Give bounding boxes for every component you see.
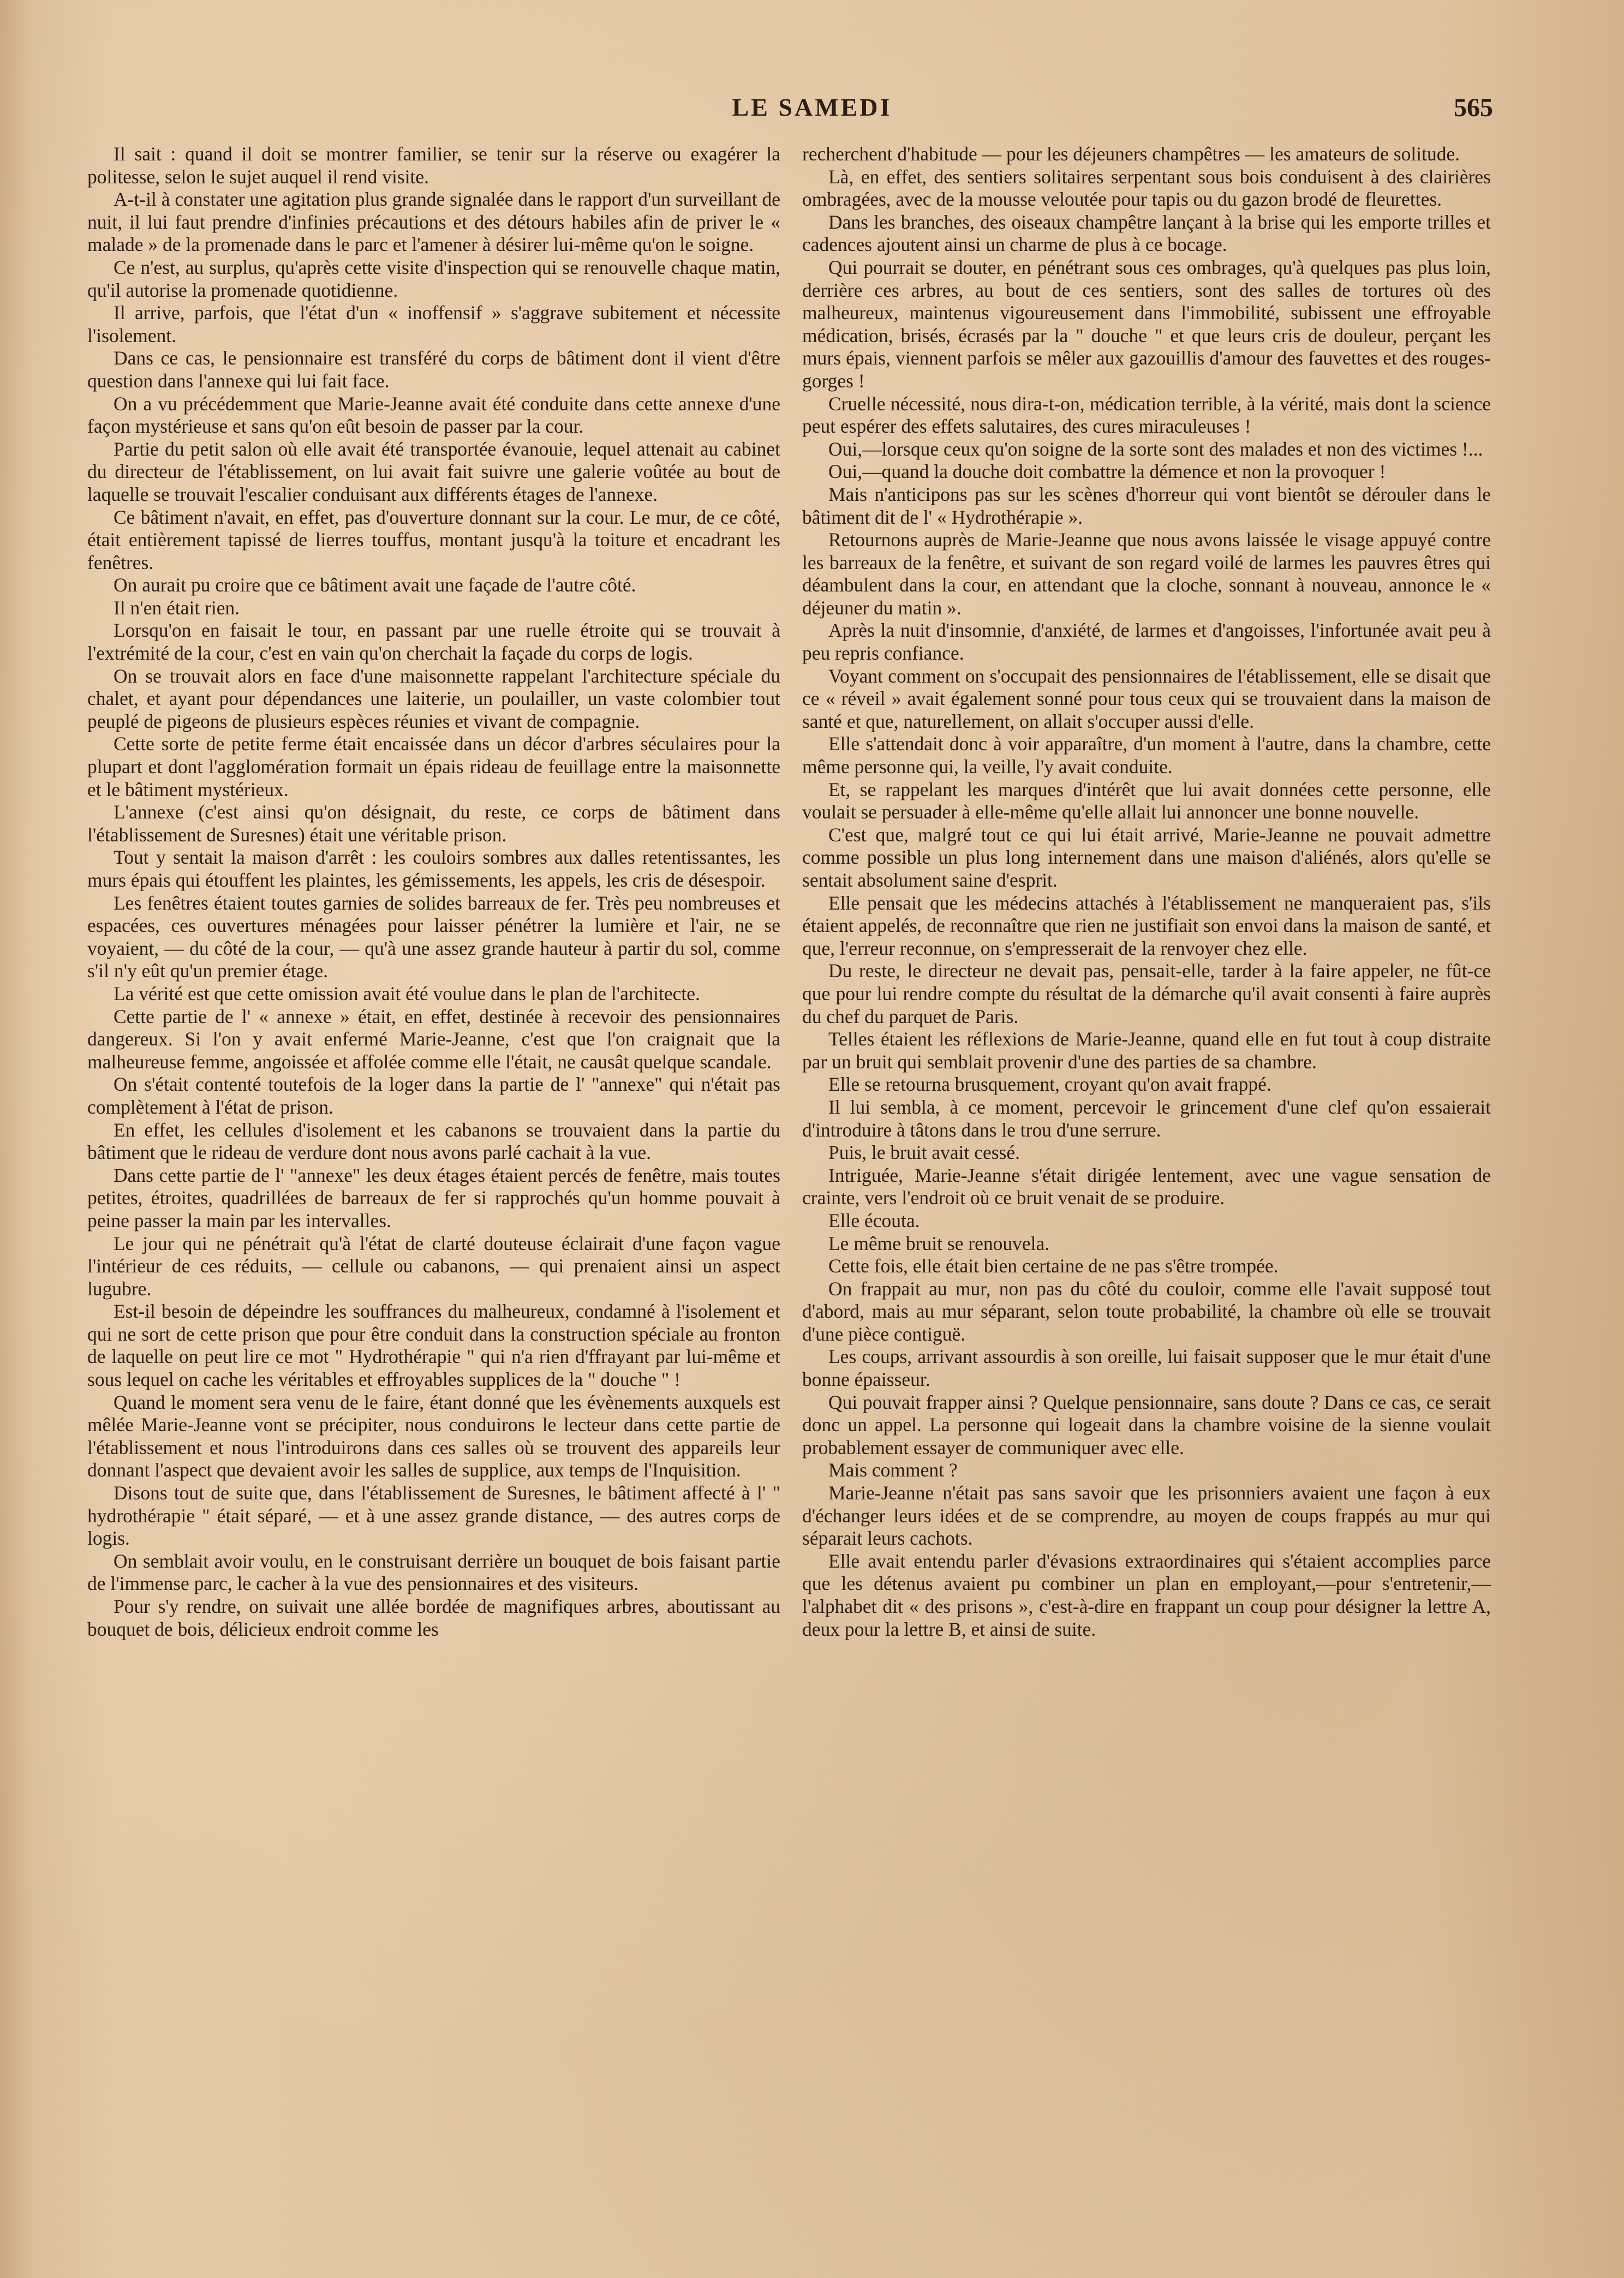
paragraph: Qui pourrait se douter, en pénétrant sous ces ombrages, qu'à quelques pas plus loin, derrière ces arbres, au bout de ces sentiers, sont des salles de tortures où des malheureux, maintenus vigoureusement dans l'immobilité, subissent une effroyable médication, brisés, écrasés par la " douche " et que leurs cris de douleur, perçant les murs épais, viennent parfois se mêler aux gazouillis d'amour des fauvettes et des rouges-gorges ! <box>802 256 1491 392</box>
paragraph: Il arrive, parfois, que l'état d'un « inoffensif » s'aggrave subitement et nécessite l'isolement. <box>87 302 780 346</box>
paragraph: L'annexe (c'est ainsi qu'on désignait, du reste, ce corps de bâtiment dans l'établissement de Suresnes) était une véritable prison. <box>87 801 780 846</box>
paragraph: On frappait au mur, non pas du côté du couloir, comme elle l'avait supposé tout d'abord, mais au mur séparant, selon toute probabilité, la chambre où elle se trouvait d'une pièce contiguë. <box>802 1277 1491 1345</box>
paragraph: Elle avait entendu parler d'évasions extraordinaires qui s'étaient accomplies parce que les détenus avaient pu combiner un plan en employant,—pour s'entretenir,—l'alphabet dit « des prisons », c'est-à-dire en frappant un coup pour désigner la lettre A, deux pour la lettre B, et ainsi de suite. <box>802 1550 1491 1640</box>
paragraph: Cette partie de l' « annexe » était, en effet, destinée à recevoir des pensionnaires dangereux. Si l'on y avait enfermé Marie-Jeanne, c'est que l'on craignait que la malheureuse femme, angoissée et affolée comme elle l'était, ne causât quelque scandale. <box>87 1005 780 1073</box>
page-number: 565 <box>1454 93 1493 122</box>
paragraph: Cette fois, elle était bien certaine de ne pas s'être trompée. <box>828 1255 1279 1277</box>
left-column <box>87 143 780 1641</box>
paragraph: Elle se retourna brusquement, croyant qu'on avait frappé. <box>828 1073 1271 1096</box>
paragraph: Le jour qui ne pénétrait qu'à l'état de clarté douteuse éclairait d'une façon vague l'intérieur de ces réduits, — cellule ou cabanons, — qui prenaient ainsi un aspect lugubre. <box>87 1232 780 1300</box>
paragraph: Partie du petit salon où elle avait été transportée évanouie, lequel attenait au cabinet du directeur de l'établissement, on lui avait fait suivre une galerie voûtée au bout de laquelle se trouvait l'escalier conduisant aux différents étages de l'annexe. <box>87 438 780 505</box>
paragraph: On aurait pu croire que ce bâtiment avait une façade de l'autre côté. <box>114 574 636 596</box>
paragraph: La vérité est que cette omission avait été voulue dans le plan de l'architecte. <box>114 982 700 1005</box>
paragraph: Qui pouvait frapper ainsi ? Quelque pensionnaire, sans doute ? Dans ce cas, ce serait donc un appel. La personne qui logeait dans la chambre voisine de la sienne voulait probablement essayer de communiquer avec elle. <box>802 1391 1491 1458</box>
paragraph: Et, se rappelant les marques d'intérêt que lui avait données cette personne, elle voulait se persuader à elle-même qu'elle allait lui annoncer une bonne nouvelle. <box>802 778 1491 823</box>
paragraph: Quand le moment sera venu de le faire, étant donné que les évènements auxquels est mêlée Marie-Jeanne vont se précipiter, nous conduirons le lecteur dans cette partie de l'établissement et nous l'introduirons dans ces salles où se trouvent des appareils leur donnant l'aspect que devaient avoir les salles de supplice, aux temps de l'Inquisition. <box>87 1391 780 1481</box>
paragraph: On semblait avoir voulu, en le construisant derrière un bouquet de bois faisant partie de l'immense parc, le cacher à la vue des pensionnaires et des visiteurs. <box>87 1550 780 1595</box>
paragraph: recherchent d'habitude — pour les déjeuners champêtres — les amateurs de solitude. <box>802 143 1460 165</box>
paragraph: Ce n'est, au surplus, qu'après cette visite d'inspection qui se renouvelle chaque matin, qu'il autorise la promenade quotidienne. <box>87 256 780 301</box>
paragraph: Il sait : quand il doit se montrer familier, se tenir sur la réserve ou exagérer la politesse, selon le sujet auquel il rend visite. <box>87 143 780 188</box>
paragraph: Les coups, arrivant assourdis à son oreille, lui faisait supposer que le mur était d'une bonne épaisseur. <box>802 1346 1491 1391</box>
paragraph: Puis, le bruit avait cessé. <box>828 1141 1020 1164</box>
paragraph: Intriguée, Marie-Jeanne s'était dirigée lentement, avec une vague sensation de crainte, vers l'endroit où ce bruit venait de se produire. <box>802 1164 1491 1209</box>
paragraph: Les fenêtres étaient toutes garnies de solides barreaux de fer. Très peu nombreuses et espacées, ces ouvertures ménagées pour laisser pénétrer la lumière et l'air, ne se voyaient, — du côté de la cour, — qu'à une assez grande hauteur à partir du sol, comme s'il n'y eût qu'un premier étage. <box>87 892 780 982</box>
paragraph: Ce bâtiment n'avait, en effet, pas d'ouverture donnant sur la cour. Le mur, de ce côté, était entièrement tapissé de lierres touffus, montant jusqu'à la toiture et encadrant les fenêtres. <box>87 506 780 573</box>
paragraph: Oui,—quand la douche doit combattre la démence et non la provoquer ! <box>828 461 1386 483</box>
paragraph: On a vu précédemment que Marie-Jeanne avait été conduite dans cette annexe d'une façon mystérieuse et sans qu'on eût besoin de passer par la cour. <box>87 392 780 438</box>
paragraph: Il n'en était rien. <box>114 596 240 619</box>
paragraph: Disons tout de suite que, dans l'établissement de Suresnes, le bâtiment affecté à l' " hydrothérapie " était séparé, — et à une assez grande distance, — des autres corps de logis. <box>87 1482 780 1550</box>
paragraph: Mais n'anticipons pas sur les scènes d'horreur qui vont bientôt se dérouler dans le bâtiment dit de l' « Hydrothérapie ». <box>802 483 1491 528</box>
paragraph: Cette sorte de petite ferme était encaissée dans un décor d'arbres séculaires pour la plupart et dont l'agglomération formait un épais rideau de feuillage entre la maisonnette et le bâtiment mystérieux. <box>87 733 780 800</box>
paragraph: C'est que, malgré tout ce qui lui était arrivé, Marie-Jeanne ne pouvait admettre comme possible un plus long internement dans une maison d'aliénés, alors qu'elle se sentait absolument saine d'esprit. <box>802 823 1491 891</box>
publication-title: LE SAMEDI <box>732 93 892 121</box>
paragraph: On s'était contenté toutefois de la loger dans la partie de l' "annexe" qui n'était pas complètement à l'état de prison. <box>87 1073 780 1118</box>
paragraph: Mais comment ? <box>828 1459 958 1481</box>
paragraph: Marie-Jeanne n'était pas sans savoir que les prisonniers avaient une façon à eux d'échanger leurs idées et de se comprendre, au moyen de coups frappés au mur qui séparait leurs cachots. <box>802 1482 1491 1550</box>
paragraph: Il lui sembla, à ce moment, percevoir le grincement d'une clef qu'on essaierait d'introduire à tâtons dans le trou d'une serrure. <box>802 1096 1491 1141</box>
paragraph: Là, en effet, des sentiers solitaires serpentant sous bois conduisent à des clairières ombragées, avec de la mousse veloutée pour tapis ou du gazon brodé de fleurettes. <box>802 165 1491 211</box>
paragraph: Telles étaient les réflexions de Marie-Jeanne, quand elle en fut tout à coup distraite par un bruit qui semblait provenir d'une des parties de sa chambre. <box>802 1028 1491 1073</box>
paragraph: Dans les branches, des oiseaux champêtre lançant à la brise qui les emporte trilles et cadences ajoutent ainsi un charme de plus à ce bocage. <box>802 211 1491 256</box>
paragraph: Dans cette partie de l' "annexe" les deux étages étaient percés de fenêtre, mais toutes petites, étroites, quadrillées de barreaux de fer si rapprochés qu'un homme pouvait à peine passer la main par les intervalles. <box>87 1164 780 1231</box>
paragraph: En effet, les cellules d'isolement et les cabanons se trouvaient dans la partie du bâtiment que le rideau de verdure dont nous avons parlé cachait à la vue. <box>87 1119 780 1164</box>
paragraph: On se trouvait alors en face d'une maisonnette rappelant l'architecture spéciale du chalet, et ayant pour dépendances une laiterie, un poulailler, un vaste colombier tout peuplé de pigeons de plusieurs espèces réunies et vivant de compagnie. <box>87 665 780 732</box>
paragraph: Dans ce cas, le pensionnaire est transféré du corps de bâtiment dont il vient d'être question dans l'annexe qui lui fait face. <box>87 347 780 392</box>
paragraph: Après la nuit d'insomnie, d'anxiété, de larmes et d'angoisses, l'infortunée avait peu à peu repris confiance. <box>802 619 1491 665</box>
paragraph: Pour s'y rendre, on suivait une allée bordée de magnifiques arbres, aboutissant au bouquet de bois, délicieux endroit comme les <box>87 1595 780 1640</box>
paragraph: Tout y sentait la maison d'arrêt : les couloirs sombres aux dalles retentissantes, les murs épais qui étouffent les plaintes, les gémissements, les appels, les cris de désespoir. <box>87 846 780 891</box>
paragraph: Elle pensait que les médecins attachés à l'établissement ne manqueraient pas, s'ils étaient appelés, de reconnaître que rien ne justifiait son envoi dans la maison de santé, et que, l'erreur reconnue, on s'empresserait de la renvoyer chez elle. <box>802 892 1491 959</box>
paragraph: Retournons auprès de Marie-Jeanne que nous avons laissée le visage appuyé contre les barreaux de la fenêtre, et suivant de son regard voilé de larmes les pauvres êtres qui déambulent dans la cour, en attendant que la cloche, sonnant à nouveau, annonce le « déjeuner du matin ». <box>802 529 1491 619</box>
paragraph: Elle s'attendait donc à voir apparaître, d'un moment à l'autre, dans la chambre, cette même personne qui, la veille, l'y avait conduite. <box>802 733 1491 778</box>
paragraph: Voyant comment on s'occupait des pensionnaires de l'établissement, elle se disait que ce « réveil » avait également sonné pour tous ceux qui se trouvaient dans la maison de santé et que, naturellement, on allait s'occuper aussi d'elle. <box>802 665 1491 732</box>
paragraph: Cruelle nécessité, nous dira-t-on, médication terrible, à la vérité, mais dont la science peut espérer des effets salutaires, des cures miraculeuses ! <box>802 392 1491 438</box>
paragraph: Oui,—lorsque ceux qu'on soigne de la sorte sont des malades et non des victimes !... <box>828 438 1483 460</box>
page-header <box>0 93 1624 131</box>
paragraph: Lorsqu'on en faisait le tour, en passant par une ruelle étroite qui se trouvait à l'extrémité de la cour, c'est en vain qu'on cherchait la façade du corps de logis. <box>87 619 780 665</box>
paragraph: Est-il besoin de dépeindre les souffrances du malheureux, condamné à l'isolement et qui ne sort de cette prison que pour être conduit dans la construction spéciale au fronton de laquelle on peut lire ce mot " Hydrothérapie " qui n'a rien d'ffrayant par lui-même et sous lequel on cache les véritables et effroyables supplices de la " douche " ! <box>87 1300 780 1391</box>
paragraph: Du reste, le directeur ne devait pas, pensait-elle, tarder à la faire appeler, ne fût-ce que pour lui rendre compte du résultat de la démarche qu'il avait consenti à faire auprès du chef du parquet de Paris. <box>802 960 1491 1027</box>
paragraph: Le même bruit se renouvela. <box>828 1232 1050 1254</box>
right-column <box>802 143 1491 1641</box>
paragraph: A-t-il à constater une agitation plus grande signalée dans le rapport d'un surveillant de nuit, il lui faut prendre d'infinies précautions et des détours habiles afin de priver le « malade » de la promenade dans le parc et l'amener à désirer lui-même qu'on le soigne. <box>87 188 780 256</box>
paragraph: Elle écouta. <box>828 1209 920 1231</box>
